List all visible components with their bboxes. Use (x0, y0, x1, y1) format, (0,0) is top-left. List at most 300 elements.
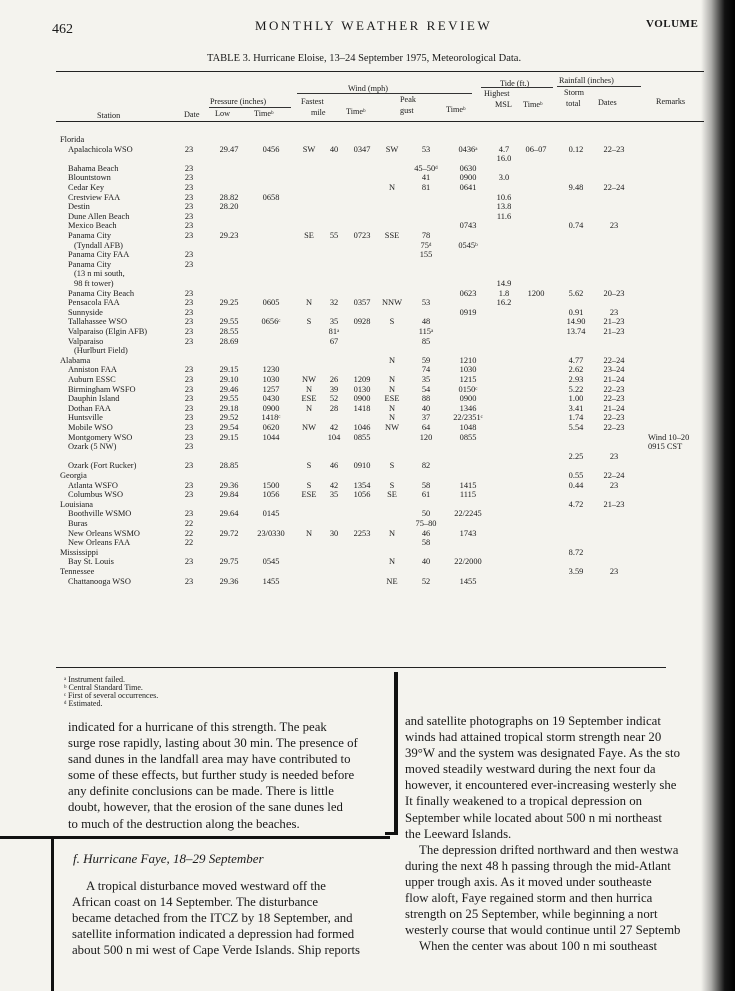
msl-cell: 16.2 (496, 298, 512, 308)
low-cell: 29.10 (219, 375, 239, 384)
header-storm-total: total (566, 99, 581, 108)
ptime-cell: 0656ᶜ (261, 317, 281, 327)
date-cell: 23 (184, 307, 194, 317)
text-line: It finally weakened to a tropical depression on (405, 794, 643, 809)
gdir-cell: N (388, 403, 396, 413)
rain-cell: 1.74 (568, 413, 584, 423)
header-remarks: Remarks (656, 97, 686, 106)
date-cell: 23 (184, 327, 194, 336)
msl-cell: 11.6 (496, 211, 512, 221)
header-msl: MSL (495, 100, 512, 109)
header-fastest-time: Timeᵇ (346, 107, 366, 116)
ptime-cell: 1056 (262, 490, 280, 500)
date-cell: 23 (184, 403, 194, 413)
ftime-cell: 1209 (353, 375, 371, 384)
date-cell: 23 (184, 413, 194, 423)
fdir-cell: N (305, 403, 313, 413)
text-line: winds had attained tropical storm strength near 20 (405, 730, 662, 745)
rain-cell: 13.74 (566, 327, 586, 336)
text-line: about 500 n mi west of Cape Verde Islands. Ship reports (72, 943, 361, 958)
header-rain-rule (557, 86, 641, 87)
date-cell: 23 (184, 173, 194, 183)
text-line: doubt, however, that the erosion of the sane dunes led (68, 800, 343, 815)
rdates-cell: 21–23 (603, 499, 625, 509)
gdir-cell: S (389, 317, 395, 327)
gmph-cell: 59 (421, 355, 431, 365)
gtime-cell: 0641 (459, 183, 477, 192)
station-cell: Panama City (68, 231, 112, 240)
gmph-cell: 48 (421, 317, 431, 327)
low-cell: 28.69 (219, 336, 239, 346)
station-cell: Louisiana (60, 499, 94, 509)
rain-cell: 0.91 (568, 307, 584, 317)
gdir-cell: N (388, 557, 396, 567)
msl-cell: 3.0 (498, 173, 510, 183)
header-rain-group: Rainfall (inches) (559, 76, 614, 85)
header-date: Date (184, 110, 200, 119)
text-line: A tropical disturbance moved westward off the (86, 879, 326, 893)
fmph-cell: 35 (329, 490, 339, 500)
footnote: ᵇ Central Standard Time. (64, 683, 143, 692)
gdir-cell: N (388, 413, 396, 423)
station-cell: Valparaiso (68, 336, 104, 346)
fdir-cell: S (306, 317, 312, 327)
remarks-cell: 0915 CST (648, 442, 683, 452)
ptime-cell: 0658 (262, 192, 280, 202)
low-cell: 29.55 (219, 394, 239, 404)
ptime-cell: 0620 (262, 423, 280, 432)
rdates-cell: 21–23 (603, 327, 625, 336)
gmph-cell: 53 (421, 298, 431, 308)
ptime-cell: 1257 (262, 384, 280, 394)
gmph-cell: 82 (421, 461, 431, 471)
msl-cell: 14.9 (496, 279, 512, 288)
text-line: September while located about 500 n mi northeast (405, 810, 662, 825)
ftime-cell: 2253 (353, 528, 371, 538)
gtime-cell: 0630 (459, 163, 477, 173)
text-line: The depression drifted northward and then westwa (419, 842, 679, 857)
gmph-cell: 54 (421, 384, 431, 394)
section-heading: f. Hurricane Faye, 18–29 September (73, 851, 264, 866)
low-cell: 28.20 (219, 202, 239, 212)
text-line: to much of the destruction along the beaches. (68, 816, 300, 831)
station-cell: (13 n mi south, (74, 269, 125, 279)
station-cell: Tallahassee WSO (68, 317, 128, 327)
low-cell: 29.47 (219, 144, 239, 154)
low-cell: 28.55 (219, 327, 239, 336)
rdates-cell: 22–23 (603, 413, 625, 423)
station-cell: 98 ft tower) (74, 279, 114, 288)
header-highest: Highest (484, 89, 510, 98)
fdir-cell: NW (302, 375, 316, 384)
rain-cell: 0.44 (568, 480, 584, 490)
msl-cell: 1.8 (498, 288, 510, 298)
ptime-cell: 0456 (262, 144, 280, 154)
header-fastest: Fastest (301, 97, 324, 106)
gtime-cell: 22/2351ᶜ (453, 413, 483, 423)
fmph-cell: 81ᵃ (328, 327, 340, 336)
text-line: When the center was about 100 n mi southeast (419, 939, 658, 954)
gtime-cell: 0855 (459, 432, 477, 442)
fdir-cell: N (305, 298, 313, 308)
journal-title: MONTHLY WEATHER REVIEW (255, 18, 493, 33)
gtime-cell: 0150ᶜ (458, 384, 478, 394)
pen-mark-vertical-left (51, 838, 54, 991)
header-peak-time: Timeᵇ (446, 105, 466, 114)
gmph-cell: 74 (421, 365, 431, 375)
ttime-cell: 06–07 (525, 144, 547, 154)
gmph-cell: 41 (421, 173, 431, 183)
text-line: some of these effects, but further study is needed before (68, 768, 355, 783)
date-cell: 22 (184, 519, 194, 528)
station-cell: (Hurlburt Field) (74, 346, 128, 356)
rdates-cell: 22–23 (603, 384, 625, 394)
text-line: the Leeward Islands. (405, 826, 512, 841)
ftime-cell: 1354 (353, 480, 371, 490)
station-cell: Boothville WSMO (68, 509, 132, 519)
station-cell: Tennessee (60, 567, 95, 576)
pen-mark-horizontal (0, 836, 390, 839)
table-bottom-rule (56, 667, 666, 668)
scan-edge-shadow (701, 0, 735, 991)
low-cell: 29.15 (219, 432, 239, 442)
station-cell: Apalachicola WSO (68, 144, 133, 154)
gtime-cell: 0743 (459, 221, 477, 231)
gdir-cell: SSE (384, 231, 400, 240)
gmph-cell: 58 (421, 538, 431, 548)
rdates-cell: 21–24 (603, 403, 625, 413)
gtime-cell: 1455 (459, 576, 477, 586)
date-cell: 23 (184, 202, 194, 212)
gmph-cell: 75–80 (415, 519, 437, 528)
text-line: and satellite photographs on 19 September indicat (405, 714, 661, 728)
gtime-cell: 22/2245 (454, 509, 482, 519)
rdates-cell: 23 (609, 307, 619, 317)
rdates-cell: 23 (609, 567, 619, 576)
header-dates: Dates (598, 98, 617, 107)
date-cell: 23 (184, 442, 194, 452)
station-cell: Anniston FAA (68, 365, 117, 375)
rdates-cell: 20–23 (603, 288, 625, 298)
gdir-cell: N (388, 384, 396, 394)
header-fastest-mile: mile (311, 108, 326, 117)
gtime-cell: 1030 (459, 365, 477, 375)
station-cell: New Orleans FAA (68, 538, 131, 548)
station-cell: Ozark (5 NW) (68, 442, 117, 452)
rain-cell: 0.74 (568, 221, 584, 231)
gdir-cell: N (388, 375, 396, 384)
text-line: strength on 25 September, while beginning a nort (405, 907, 658, 922)
ptime-cell: 1030 (262, 375, 280, 384)
fdir-cell: N (305, 528, 313, 538)
ftime-cell: 0347 (353, 144, 371, 154)
rain-cell: 2.62 (568, 365, 584, 375)
ptime-cell: 1418ᶜ (261, 413, 281, 423)
header-tide-time: Timeᵇ (523, 100, 543, 109)
gtime-cell: 22/2000 (454, 557, 482, 567)
text-line: any definite conclusions can be made. There is little (68, 784, 334, 799)
gmph-cell: 58 (421, 480, 431, 490)
date-cell: 22 (184, 538, 194, 548)
date-cell: 23 (184, 365, 194, 375)
ftime-cell: 1056 (353, 490, 371, 500)
header-station: Station (97, 111, 121, 120)
text-line: moved steadily westward during the next four da (405, 762, 656, 777)
date-cell: 23 (184, 250, 194, 260)
remarks-cell: Wind 10–20 (648, 432, 690, 442)
header-pressure-time: Timeᵇ (254, 109, 274, 118)
fmph-cell: 40 (329, 144, 339, 154)
gmph-cell: 52 (421, 576, 431, 586)
pen-mark-hook (385, 832, 397, 835)
date-cell: 23 (184, 394, 194, 404)
header-storm: Storm (564, 88, 585, 97)
right-column-text (405, 713, 725, 954)
header-wind-group: Wind (mph) (348, 84, 388, 93)
station-cell: Panama City Beach (68, 288, 135, 298)
station-cell: Montgomery WSO (68, 432, 133, 442)
gmph-cell: 85 (421, 336, 431, 346)
fdir-cell: S (306, 480, 312, 490)
gtime-cell: 1743 (459, 528, 477, 538)
rain-cell: 5.22 (568, 384, 584, 394)
left-column-text (68, 719, 388, 832)
rdates-cell: 23–24 (603, 365, 625, 375)
rdates-cell: 22–24 (603, 355, 625, 365)
fdir-cell: NW (302, 423, 316, 432)
station-cell: Auburn ESSC (68, 375, 116, 384)
station-cell: Sunnyside (68, 307, 103, 317)
gtime-cell: 1346 (459, 403, 477, 413)
fdir-cell: ESE (301, 394, 317, 404)
ftime-cell: 0910 (353, 461, 371, 471)
date-cell: 23 (184, 163, 194, 173)
station-cell: Dune Allen Beach (68, 211, 130, 221)
rain-cell: 4.77 (568, 355, 584, 365)
rain-cell: 2.25 (568, 451, 584, 461)
station-cell: Blountstown (68, 173, 111, 183)
gmph-cell: 61 (421, 490, 431, 500)
left-column-text-bottom (72, 878, 388, 958)
date-cell: 23 (184, 259, 194, 269)
date-cell: 23 (184, 509, 194, 519)
station-cell: Mexico Beach (68, 221, 117, 231)
gdir-cell: S (389, 480, 395, 490)
text-line: 39°W and the system was designated Faye. As the sto (405, 746, 680, 761)
fmph-cell: 39 (329, 384, 339, 394)
header-wind-rule (297, 93, 472, 94)
fmph-cell: 42 (329, 423, 339, 432)
ftime-cell: 1418 (353, 403, 371, 413)
text-line: westerly course that would continue until 27 Septemb (405, 923, 681, 938)
ttime-cell: 1200 (527, 288, 545, 298)
gmph-cell: 45–50ᵈ (414, 163, 438, 173)
low-cell: 29.54 (219, 423, 239, 432)
station-cell: Georgia (60, 471, 87, 480)
msl-cell: 16.0 (496, 154, 512, 164)
ftime-cell: 0723 (353, 231, 371, 240)
date-cell: 23 (184, 183, 194, 192)
date-cell: 23 (184, 211, 194, 221)
rain-cell: 0.12 (568, 144, 584, 154)
rain-cell: 1.00 (568, 394, 584, 404)
ftime-cell: 0928 (353, 317, 371, 327)
low-cell: 28.82 (219, 192, 239, 202)
ptime-cell: 1455 (262, 576, 280, 586)
rdates-cell: 21–23 (603, 317, 625, 327)
date-cell: 23 (184, 557, 194, 567)
date-cell: 23 (184, 480, 194, 490)
gmph-cell: 53 (421, 144, 431, 154)
gmph-cell: 37 (421, 413, 431, 423)
date-cell: 23 (184, 576, 194, 586)
station-cell: Atlanta WSFO (68, 480, 118, 490)
date-cell: 23 (184, 461, 194, 471)
gtime-cell: 0623 (459, 288, 477, 298)
text-line: satellite information indicated a depression had formed (72, 927, 355, 942)
gdir-cell: NE (386, 576, 398, 586)
gmph-cell: 46 (421, 528, 431, 538)
text-line: upper trough axis. As it moved under southeaste (405, 874, 652, 889)
date-cell: 22 (184, 528, 194, 538)
station-cell: Huntsville (68, 413, 103, 423)
fdir-cell: SE (304, 231, 314, 240)
date-cell: 23 (184, 432, 194, 442)
gtime-cell: 1210 (459, 355, 477, 365)
rain-cell: 2.93 (568, 375, 584, 384)
station-cell: Valparaiso (Elgin AFB) (68, 327, 148, 336)
rdates-cell: 23 (609, 480, 619, 490)
table-header-rule (56, 121, 704, 122)
ptime-cell: 1044 (262, 432, 280, 442)
ptime-cell: 0605 (262, 298, 280, 308)
station-cell: Pensacola FAA (68, 298, 120, 308)
rdates-cell: 23 (609, 221, 619, 231)
header-tide-rule (481, 87, 553, 88)
date-cell: 23 (184, 490, 194, 500)
station-cell: Bahama Beach (68, 163, 119, 173)
header-peak-gust: gust (400, 106, 414, 115)
text-line: sand dunes in the landfall area may have contributed to (68, 752, 351, 767)
date-cell: 23 (184, 375, 194, 384)
low-cell: 28.85 (219, 461, 239, 471)
gdir-cell: N (388, 528, 396, 538)
low-cell: 29.25 (219, 298, 239, 308)
gdir-cell: S (389, 461, 395, 471)
date-cell: 23 (184, 384, 194, 394)
station-cell: Dauphin Island (68, 394, 120, 404)
gdir-cell: NNW (381, 298, 403, 308)
fdir-cell: ESE (301, 490, 317, 500)
pen-mark-vertical-right (394, 672, 398, 835)
ptime-cell: 0145 (262, 509, 280, 519)
ptime-cell: 1500 (262, 480, 280, 490)
low-cell: 29.55 (219, 317, 239, 327)
station-cell: Ozark (Fort Rucker) (68, 461, 137, 471)
msl-cell: 4.7 (498, 144, 510, 154)
station-cell: Panama City FAA (68, 250, 130, 260)
msl-cell: 13.8 (496, 202, 512, 212)
fdir-cell: S (306, 461, 312, 471)
gdir-cell: N (388, 355, 396, 365)
rain-cell: 14.90 (566, 317, 586, 327)
fmph-cell: 55 (329, 231, 339, 240)
gdir-cell: SW (385, 144, 399, 154)
header-peak: Peak (400, 95, 416, 104)
date-cell: 23 (184, 336, 194, 346)
gdir-cell: SE (387, 490, 397, 500)
rain-cell: 4.72 (568, 499, 584, 509)
gmph-cell: 64 (421, 423, 431, 432)
rdates-cell: 21–24 (603, 375, 625, 384)
date-cell: 23 (184, 298, 194, 308)
low-cell: 29.36 (219, 480, 239, 490)
text-line: flow aloft, Faye regained storm and then hurrica (405, 891, 653, 906)
gtime-cell: 0900 (459, 394, 477, 404)
ptime-cell: 23/0330 (257, 528, 285, 538)
ftime-cell: 1046 (353, 423, 371, 432)
gmph-cell: 115ᵃ (418, 327, 434, 336)
rain-cell: 5.62 (568, 288, 584, 298)
low-cell: 29.75 (219, 557, 239, 567)
low-cell: 29.72 (219, 528, 239, 538)
station-cell: Dothan FAA (68, 403, 111, 413)
fmph-cell: 26 (329, 375, 339, 384)
text-line: during the next 48 h passing through the mid-Atlant (405, 858, 671, 873)
gtime-cell: 1115 (459, 490, 477, 500)
gtime-cell: 1215 (459, 375, 477, 384)
ptime-cell: 0430 (262, 394, 280, 404)
table-top-rule (56, 71, 704, 72)
gtime-cell: 1415 (459, 480, 477, 490)
rdates-cell: 22–23 (603, 423, 625, 432)
gdir-cell: NW (385, 423, 399, 432)
rain-cell: 0.55 (568, 471, 584, 480)
gmph-cell: 40 (421, 403, 431, 413)
text-line: surge rose rapidly, lasting about 30 min. The presence of (68, 736, 358, 751)
station-cell: Birmingham WSFO (68, 384, 136, 394)
fdir-cell: N (305, 384, 313, 394)
text-line: became detached from the ITCZ by 18 September, and (72, 911, 353, 926)
low-cell: 29.52 (219, 413, 239, 423)
gdir-cell: ESE (384, 394, 400, 404)
gmph-cell: 155 (419, 250, 433, 260)
station-cell: Crestview FAA (68, 192, 121, 202)
rdates-cell: 22–23 (603, 394, 625, 404)
station-cell: Mobile WSO (68, 423, 113, 432)
fmph-cell: 42 (329, 480, 339, 490)
fmph-cell: 30 (329, 528, 339, 538)
ftime-cell: 0855 (353, 432, 371, 442)
gtime-cell: 0900 (459, 173, 477, 183)
date-cell: 23 (184, 317, 194, 327)
header-pressure-group: Pressure (inches) (210, 97, 267, 106)
footnote: ᶜ First of several occurrences. (64, 691, 159, 700)
date-cell: 23 (184, 231, 194, 240)
station-cell: Destin (68, 202, 90, 212)
ftime-cell: 0900 (353, 394, 371, 404)
station-cell: (Tyndall AFB) (74, 240, 123, 250)
gmph-cell: 35 (421, 375, 431, 384)
page-number: 462 (52, 22, 73, 37)
gdir-cell: N (388, 183, 396, 192)
gtime-cell: 0545ᵇ (458, 240, 478, 250)
rain-cell: 3.59 (568, 567, 584, 576)
station-cell: Mississippi (60, 547, 99, 557)
station-cell: Chattanooga WSO (68, 576, 131, 586)
rdates-cell: 22–23 (603, 144, 625, 154)
low-cell: 29.23 (219, 231, 239, 240)
